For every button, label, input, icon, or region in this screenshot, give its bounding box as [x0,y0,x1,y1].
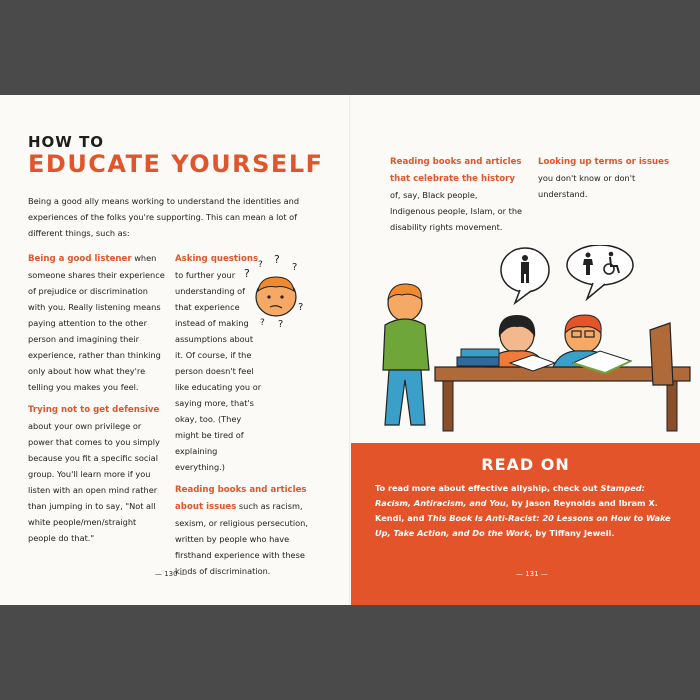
svg-text:?: ? [298,302,304,313]
item-title: Looking up terms or issues [538,157,670,167]
page-title: EDUCATE YOURSELF [28,150,324,178]
page-number-right: — 131 — [516,570,548,578]
svg-text:?: ? [244,267,250,280]
item-reading [175,481,313,579]
read-on-text [375,481,675,541]
heading-small: HOW TO [28,133,105,151]
item-text: such as racism, sexism, or religious persecution, written by people who have firsthand experience with these kinds of discrimination. [175,501,308,576]
book-title-anti-racist: This Book Is Anti-Racist: 20 Lessons on [427,513,611,523]
item-defensive [28,401,166,546]
item-text: about your own privilege or power that comes to you simply because you fit a specific social group. You'll learn more if you listen with an open mind rather than jumping in to say, "Not all white people/men/straight people do that." [28,421,160,543]
svg-text:?: ? [292,262,298,273]
speech-bubble-accessible-icon [567,245,633,299]
svg-text:?: ? [278,319,284,330]
item-text: of, say, Black people, Indigenous people, Islam, or the disability rights movement. [390,190,523,232]
item-look-up-terms [538,153,673,202]
page-number-left: — 130 — [155,570,187,578]
item-title: Asking questions [175,254,259,264]
item-listener [28,250,166,395]
item-title: Being a good listener [28,254,132,264]
svg-text:?: ? [260,318,265,328]
read-on-title: READ ON [481,455,570,474]
item-title: Trying not to get defensive [28,405,160,415]
standing-student [383,284,429,425]
book-spread [0,95,700,605]
read-on-box [351,443,700,605]
read-on-authors-1: , by Jason Reynolds and Ibram X. Kendi, and [375,498,658,523]
students-reading-illustration [355,245,695,445]
book-subtitle-anti-racist: How to Wake Up, Take Action, and Do the Work [375,513,671,538]
item-text: when someone shares their experience of prejudice or discrimination with you. Really listening means paying attention to the other person and imagining their experience, rather than thinking only about how what they're telling you makes you feel. [28,253,165,392]
item-text: to further your understanding of that experience instead of making assumptions about it. Of course, if the person doesn't feel like educating you or saying more, that's okay, too. (They might be tired of explaining everything.) [175,270,262,472]
item-celebrate-history [390,153,525,235]
book-title-stamped: Stamped: Racism, Antiracism, and You [375,483,645,508]
read-on-authors-2: , by Tiffany Jewell. [529,528,615,538]
intro-paragraph: Being a good ally means working to understand the identities and experiences of the folks you're supporting. This can mean a lot of different things, such as: [28,196,300,238]
item-title: Reading books and articles that celebrate the history [390,157,522,184]
speech-bubble-man-icon [501,248,549,303]
read-on-intro: To read more about effective allyship, check out [375,483,601,493]
svg-text:?: ? [274,255,280,266]
item-text: you don't know or don't understand. [538,173,636,199]
svg-text:?: ? [258,260,263,270]
confused-face-illustration [238,255,318,330]
left-column [28,250,166,550]
item-title: Reading books and articles about issues [175,485,307,512]
